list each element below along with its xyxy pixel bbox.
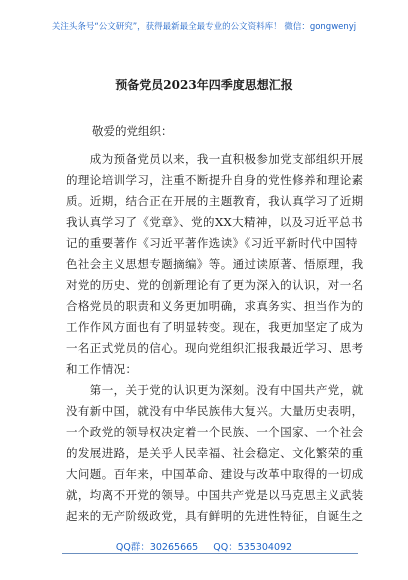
body-line: 记的重要著作《习近平著作选读》《习近平新时代中国特: [66, 236, 358, 250]
body-line: 对党的历史、党的创新理论有了更为深入的认识，对一名: [66, 278, 364, 292]
body-line: 起来的无产阶级政党，具有鲜明的先进性特征，自诞生之: [66, 509, 364, 523]
salutation: 敬爱的党组织：: [92, 124, 173, 138]
body-line: 我认真学习了《党章》、党的XX大精神，以及习近平总书: [66, 215, 364, 229]
body-line: 一个政党的领导权决定着一个民族、一个国家、一个社会: [66, 425, 364, 439]
body-line: 大问题。百年来，中国革命、建设与改革中取得的一切成: [66, 467, 364, 481]
body-line: 和工作情况：: [66, 362, 138, 376]
body-line: 质。近期，结合正在开展的主题教育，我认真学习了近期: [66, 194, 364, 208]
body-line: 色社会主义思想专题摘编》等。通过读原著、悟原理，我: [66, 257, 364, 271]
body-line: 的理论培训学习，注重不断提升自身的党性修养和理论素: [66, 173, 364, 187]
footer-qq-group: QQ群：30265665: [115, 542, 199, 553]
body-line: 第一，关于党的认识更为深刻。没有中国共产党，就: [66, 383, 364, 397]
body-line: 成为预备党员以来，我一直积极参加党支部组织开展: [66, 152, 364, 166]
footer-qq: QQ：535304092: [213, 542, 293, 553]
footer-contact: [0, 539, 408, 553]
document-title: 预备党员2023年四季度思想汇报: [115, 78, 293, 92]
body-line: 合格党员的职责和义务更加明确，求真务实、担当作为的: [66, 299, 364, 313]
body-line: 一名正式党员的信心。现向党组织汇报我最近学习、思考: [66, 341, 364, 355]
body-line: 就，均离不开党的领导。中国共产党是以马克思主义武装: [66, 488, 364, 502]
body-line: 工作作风方面也有了明显转变。现在，我更加坚定了成为: [66, 320, 364, 334]
footer-divider: [62, 553, 358, 554]
body-line: 没有新中国，就没有中华民族伟大复兴。大量历史表明，: [66, 404, 364, 418]
header-banner: 关注头条号“公文研究”，获得最新最全最专业的公文资料库！ 微信：gongwenyj: [51, 22, 357, 32]
body-line: 的发展进路，是关乎人民幸福、社会稳定、文化繁荣的重: [66, 446, 364, 460]
